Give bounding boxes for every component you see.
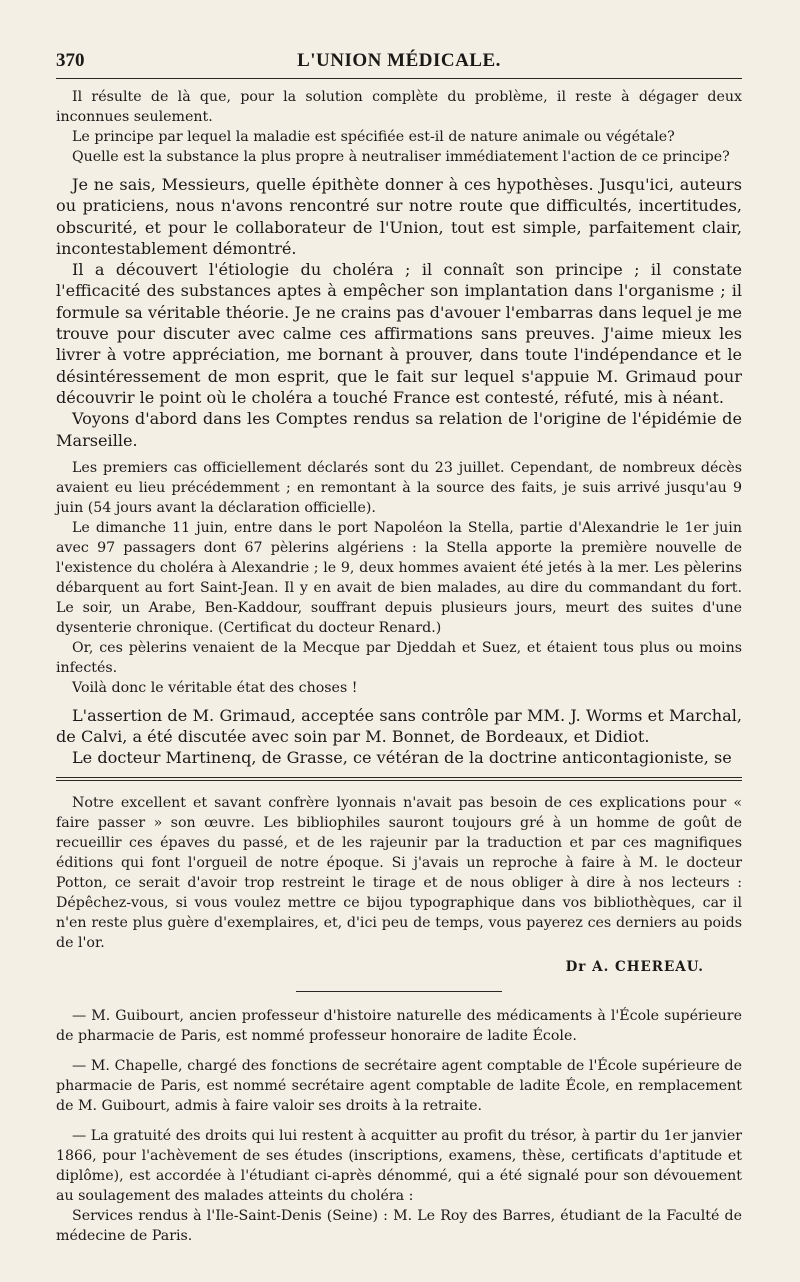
news-item: Services rendus à l'Ile-Saint-Denis (Seine) : M. Le Roy des Barres, étudiant de la Faculté de médecine de Paris. — [56, 1207, 742, 1244]
page-header — [56, 44, 742, 74]
body-paragraph: Il a découvert l'étiologie du choléra ; il connaît son principe ; il constate l'efficacité des substances aptes à empêcher son implantation dans l'organisme ; il formule sa véritable théorie. Je ne crains pas d'avouer l'embarras dans lequel je me trouve pour discuter avec calme ces affirmations sans preuves. J'aime mieux les livrer à votre appréciation, me bornant à prouver, dans toute l'indépendance et le désintéressement de mon esprit, que le fait sur lequel s'appuie M. Grimaud pour découvrir le point où le choléra a touché France est contesté, réfuté, mis à néant. — [56, 260, 742, 407]
news-item: — La gratuité des droits qui lui restent à acquitter au profit du trésor, à partir du 1er janvier 1866, pour l'achèvement de ses études (inscriptions, examens, thèse, certificats d'aptitude et diplôme), est accordée à l'étudiant ci-après dénommé, qui a été signalé pour son dévouement au soulagement des malades atteints du choléra : — [56, 1127, 742, 1204]
body-paragraph: L'assertion de M. Grimaud, acceptée sans contrôle par MM. J. Worms et Marchal, de Calvi, a été discutée avec soin par M. Bonnet, de Bordeaux, et Didiot. — [56, 705, 742, 747]
body-paragraph: Voyons d'abord dans les Comptes rendus sa relation de l'origine de l'épidémie de Marseille. — [56, 409, 742, 450]
intro-question: Le principe par lequel la maladie est spécifiée est-il de nature animale ou végétale? — [72, 129, 675, 145]
signature: Dr A. CHEREAU. — [565, 958, 704, 975]
header-rule — [56, 78, 742, 79]
notes-separator — [296, 991, 502, 992]
body-paragraph: Le docteur Martinenq, de Grasse, ce vétéran de la doctrine anticontagioniste, se — [72, 748, 732, 768]
section-separator — [56, 777, 742, 781]
intro-paragraph: Il résulte de là que, pour la solution complète du problème, il reste à dégager deux inconnues seulement. — [56, 89, 742, 125]
review-paragraph: Notre excellent et savant confrère lyonnais n'avait pas besoin de ces explications pour « faire passer » son œuvre. Les bibliophiles sauront toujours gré à un homme de goût de recueillir ces épaves du passé, et de les rajeunir par la traduction et par ces magnifiques éditions qui font l'orgueil de notre époque. Si j'avais un reproche à faire à M. le docteur Potton, ce serait d'avoir trop restreint le tirage et de nous obliger à dire à nos lecteurs : Dépêchez-vous, si vous voulez mettre ce bijou typographique dans vos bibliothèques, car il n'en reste plus guère d'exemplaires, et, d'ici peu de temps, vous payerez ces derniers au poids de l'or. — [56, 794, 742, 951]
quote-paragraph: Les premiers cas officiellement déclarés sont du 23 juillet. Cependant, de nombreux décès avaient eu lieu précédemment ; en remontant à la source des faits, je suis arrivé jusqu'au 9 juin (54 jours avant la déclaration officielle). — [56, 459, 742, 516]
page — [56, 44, 742, 1246]
news-item: — M. Chapelle, chargé des fonctions de secrétaire agent comptable de l'École supérieure de pharmacie de Paris, est nommé secrétaire agent comptable de ladite École, en remplacement de M. Guibourt, admis à faire valoir ses droits à la retraite. — [56, 1057, 742, 1114]
news-item: — M. Guibourt, ancien professeur d'histoire naturelle des médicaments à l'École supérieure de pharmacie de Paris, est nommé professeur honoraire de ladite École. — [56, 1007, 742, 1044]
body-paragraph: Je ne sais, Messieurs, quelle épithète donner à ces hypothèses. Jusqu'ici, auteurs ou praticiens, nous n'avons rencontré sur notre route que difficultés, incertitudes, obscurité, et pour le collaborateur de l'Union, tout est simple, parfaitement clair, incontestablement démontré. — [56, 175, 742, 258]
page-number: 370 — [56, 50, 85, 71]
intro-question: Quelle est la substance la plus propre à neutraliser immédiatement l'action de ce principe? — [72, 149, 730, 165]
quote-paragraph: Voilà donc le véritable état des choses ! — [72, 679, 358, 696]
quote-paragraph: Le dimanche 11 juin, entre dans le port Napoléon la Stella, partie d'Alexandrie le 1er juin avec 97 passagers dont 67 pèlerins algériens : la Stella apporte la première nouvelle de l'existence du choléra à Alexandrie ; le 9, deux hommes avaient été jetés à la mer. Les pèlerins débarquent au fort Saint-Jean. Il y en avait de bien malades, au dire du commandant du fort. Le soir, un Arabe, Ben-Kaddour, souffrant depuis plusieurs jours, meurt des suites d'une dysenterie chronique. (Certificat du docteur Renard.) — [56, 519, 742, 636]
journal-title: L'UNION MÉDICALE. — [297, 50, 501, 71]
quote-paragraph: Or, ces pèlerins venaient de la Mecque par Djeddah et Suez, et étaient tous plus ou moins infectés. — [56, 639, 742, 676]
